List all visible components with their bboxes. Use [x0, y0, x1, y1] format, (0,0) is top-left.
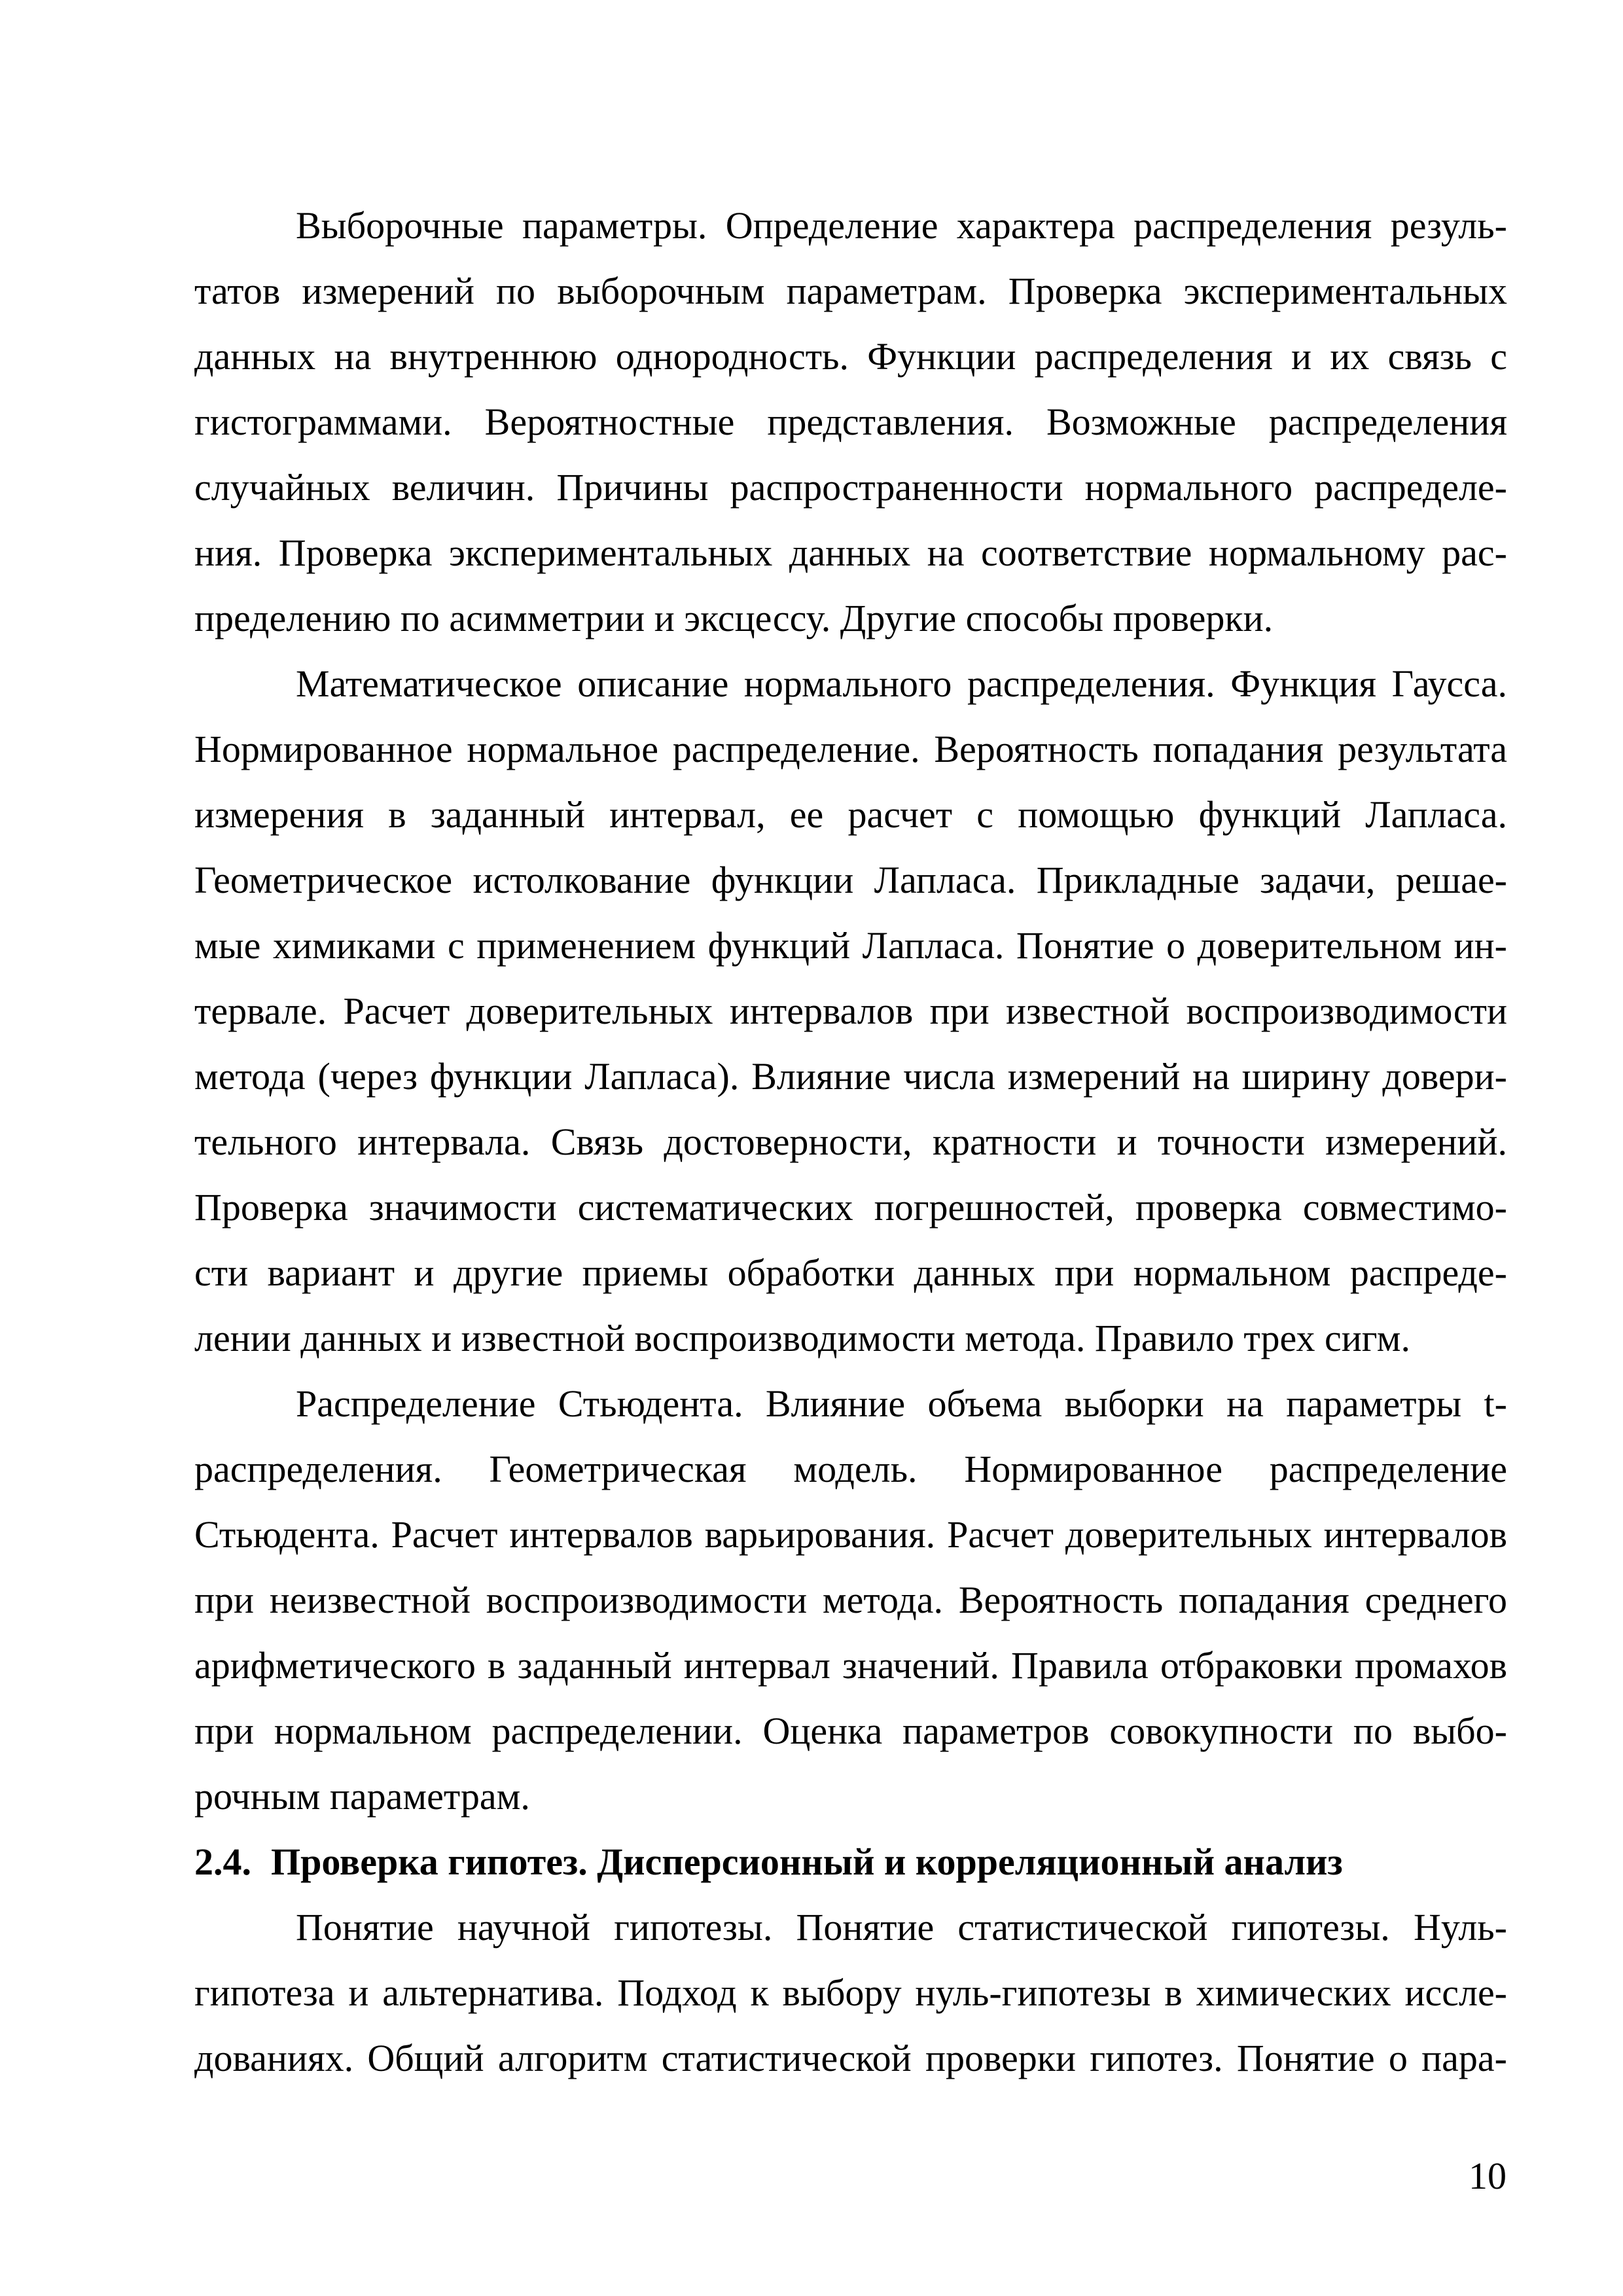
text-line: Нормированное нормальное распределение. Вероятность попадания результата: [194, 728, 1507, 770]
section-number: 2.4.: [194, 1840, 251, 1883]
text-line: случайных величин. Причины распространенности нормального распределе-: [194, 466, 1507, 509]
text-line: тервале. Расчет доверительных интервалов при известной воспроизводимости: [194, 990, 1507, 1032]
text-line: Распределение Стьюдента. Влияние объема выборки на параметры t-: [296, 1382, 1507, 1425]
text-line: метода (через функции Лапласа). Влияние числа измерений на ширину довери-: [194, 1055, 1507, 1098]
text-line: арифметического в заданный интервал значений. Правила отбраковки промахов: [194, 1644, 1507, 1687]
text-line: измерения в заданный интервал, ее расчет с помощью функций Лапласа.: [194, 793, 1507, 836]
text-line: сти вариант и другие приемы обработки данных при нормальном распреде-: [194, 1251, 1507, 1294]
text-line: тельного интервала. Связь достоверности, кратности и точности измерений.: [194, 1121, 1507, 1163]
text-line: Понятие научной гипотезы. Понятие статистической гипотезы. Нуль-: [296, 1906, 1507, 1948]
text-line: Стьюдента. Расчет интервалов варьирования. Расчет доверительных интервалов: [194, 1513, 1507, 1556]
paragraph-student-distribution: [194, 1371, 1507, 1829]
text-line: Геометрическое истолкование функции Лапласа. Прикладные задачи, решае-: [194, 859, 1507, 901]
text-line: рочным параметрам.: [194, 1775, 530, 1818]
text-line: Проверка значимости систематических погрешностей, проверка совместимо-: [194, 1186, 1507, 1229]
section-title: Проверка гипотез. Дисперсионный и корреляционный анализ: [271, 1840, 1343, 1883]
text-line: распределения. Геометрическая модель. Нормированное распределение: [194, 1448, 1507, 1490]
page-number: 10: [1469, 2155, 1507, 2197]
text-line: Математическое описание нормального распределения. Функция Гаусса.: [296, 662, 1507, 705]
text-line: при нормальном распределении. Оценка параметров совокупности по выбо-: [194, 1710, 1507, 1752]
text-line: ния. Проверка экспериментальных данных на соответствие нормальному рас-: [194, 531, 1507, 574]
paragraph-hypothesis: [194, 1895, 1507, 2091]
section-heading: [194, 1829, 1507, 1895]
text-line: гипотеза и альтернатива. Подход к выбору нуль-гипотезы в химических иссле-: [194, 1971, 1507, 2014]
text-line: при неизвестной воспроизводимости метода. Вероятность попадания среднего: [194, 1579, 1507, 1621]
text-line: мые химиками с применением функций Лапласа. Понятие о доверительном ин-: [194, 924, 1507, 967]
text-line: дованиях. Общий алгоритм статистической проверки гипотез. Понятие о пара-: [194, 2037, 1507, 2079]
paragraph-sample-parameters: [194, 193, 1507, 651]
paragraph-normal-distribution: [194, 651, 1507, 1371]
text-line: гистограммами. Вероятностные представления. Возможные распределения: [194, 401, 1507, 443]
page-content: [194, 193, 1507, 2091]
text-line: данных на внутреннюю однородность. Функции распределения и их связь с: [194, 335, 1507, 378]
text-line: пределению по асимметрии и эксцессу. Другие способы проверки.: [194, 597, 1274, 639]
text-line: Выборочные параметры. Определение характера распределения резуль-: [296, 204, 1507, 247]
text-line: лении данных и известной воспроизводимости метода. Правило трех сигм.: [194, 1317, 1410, 1359]
text-line: татов измерений по выборочным параметрам. Проверка экспериментальных: [194, 270, 1507, 312]
